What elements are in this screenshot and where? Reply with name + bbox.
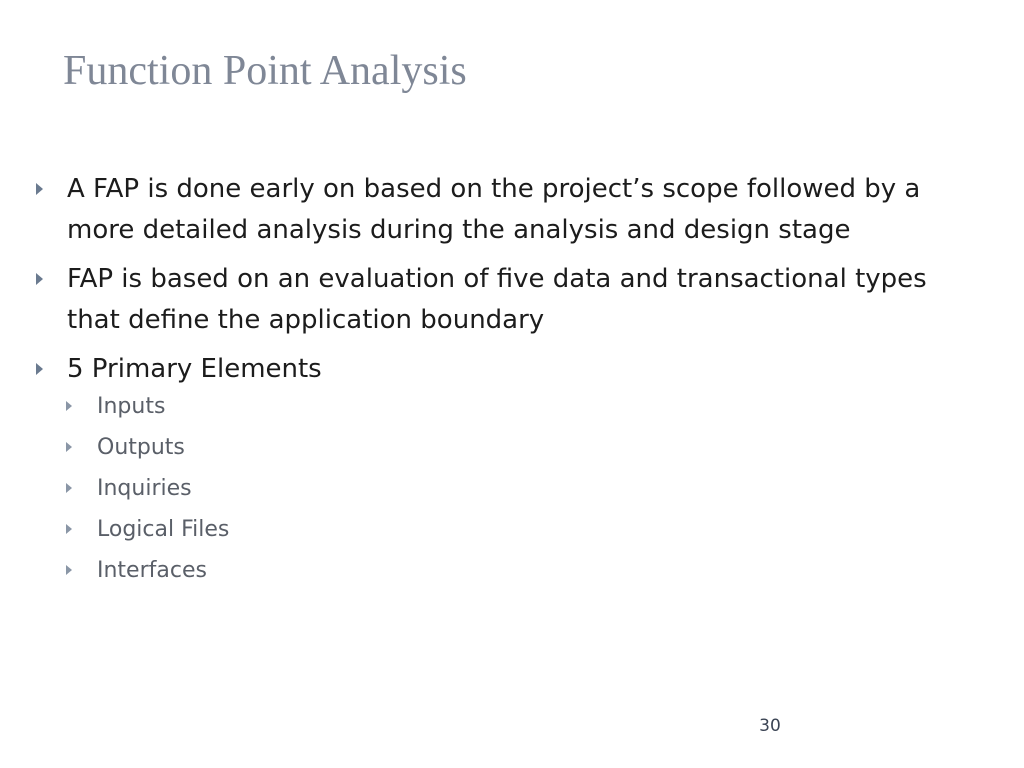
triangle-sub-bullet-icon — [66, 565, 72, 575]
sub-bullet-item — [66, 474, 976, 504]
sub-bullet-text: Inputs — [97, 394, 166, 419]
bullet-text: 5 Primary Elements — [67, 354, 322, 384]
sub-bullet-text: Logical Files — [97, 517, 230, 542]
sub-bullet-text: Outputs — [97, 435, 185, 460]
triangle-sub-bullet-icon — [66, 442, 72, 452]
triangle-bullet-icon — [36, 183, 43, 195]
sub-bullet-text: Interfaces — [97, 558, 207, 583]
triangle-sub-bullet-icon — [66, 401, 72, 411]
bullet-item — [36, 259, 976, 341]
bullet-item — [36, 169, 976, 251]
bullet-item — [36, 349, 976, 390]
page-number: 30 — [759, 716, 781, 736]
sub-bullet-text: Inquiries — [97, 476, 192, 501]
sub-bullet-item — [66, 433, 976, 463]
triangle-sub-bullet-icon — [66, 483, 72, 493]
sub-bullet-item — [66, 556, 976, 586]
triangle-bullet-icon — [36, 273, 43, 285]
slide-title: Function Point Analysis — [63, 48, 467, 94]
sub-bullet-item — [66, 515, 976, 545]
triangle-bullet-icon — [36, 363, 43, 375]
bullet-text: A FAP is done early on based on the project’s scope followed by a more detailed analysis during the analysis and design stage — [67, 174, 921, 245]
slide-body — [36, 169, 976, 597]
bullet-text: FAP is based on an evaluation of five data and transactional types that define the application boundary — [67, 264, 927, 335]
triangle-sub-bullet-icon — [66, 524, 72, 534]
sub-bullet-item — [66, 392, 976, 422]
